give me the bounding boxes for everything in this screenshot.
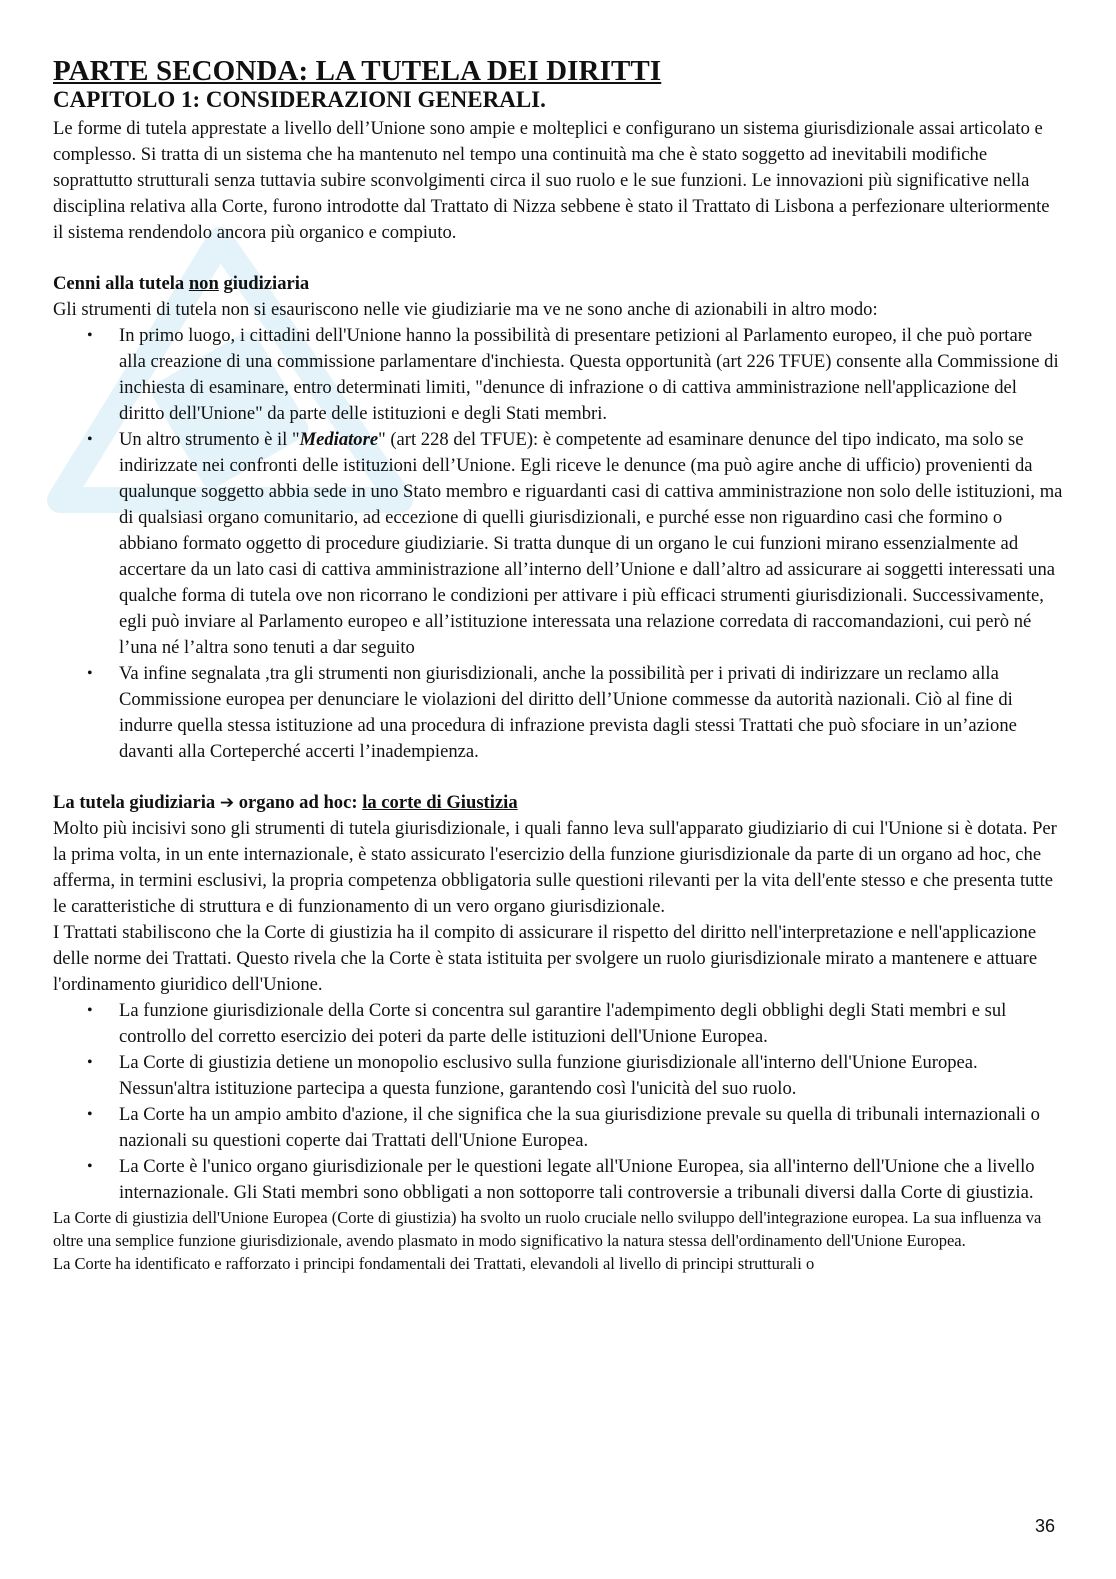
page-title: PARTE SECONDA: LA TUTELA DEI DIRITTI <box>53 55 662 87</box>
section-heading-non-giudiziaria: Cenni alla tutela non giudiziaria <box>53 273 310 294</box>
list-item: • La Corte ha un ampio ambito d'azione, il che significa che la sua giurisdizione prevale su quella di tribunali internazionali o nazionali su questioni coperte dai Trattati dell'Unione Europea. <box>53 1102 1063 1154</box>
chapter-title: CAPITOLO 1: CONSIDERAZIONI GENERALI. <box>53 87 546 112</box>
section2-paragraph-1: Molto più incisivi sono gli strumenti di tutela giurisdizionale, i quali fanno leva sull'apparato giudiziario di cui l'Unione si è dotata. Per la prima volta, in un ente internazionale, è stato assicurato l'esercizio della funzione giurisdizionale da parte di un organo ad hoc, che afferma, in termini esclusivi, la propria competenza obbligatoria sulle questioni rilevanti per la vita dell'ente stesso e che presenta tutte le caratteristiche di struttura e di funzionamento di un vero organo giurisdizionale. <box>53 818 1057 917</box>
section1-bullet-list <box>53 323 1063 765</box>
list-item: • La Corte di giustizia detiene un monopolio esclusivo sulla funzione giurisdizionale all'interno dell'Unione Europea. Nessun'altra istituzione partecipa a questa funzione, garantendo così l'unicità del suo ruolo. <box>53 1050 1063 1102</box>
document-page <box>53 56 1063 1275</box>
list-item: • La funzione giurisdizionale della Corte si concentra sul garantire l'adempimento degli obblighi degli Stati membri e sul controllo del corretto esercizio dei poteri da parte delle istituzioni dell'Unione Europea. <box>53 998 1063 1050</box>
intro-paragraph: Le forme di tutela apprestate a livello dell’Unione sono ampie e molteplici e configurano un sistema giurisdizionale assai articolato e complesso. Si tratta di un sistema che ha mantenuto nel tempo una continuità ma che è stato soggetto ad inevitabili modifiche soprattutto strutturali senza tuttavia subire sconvolgimenti circa il suo ruolo e le sue funzioni. Le innovazioni più significative nella disciplina relativa alla Corte, furono introdotte dal Trattato di Nizza sebbene è stato il Trattato di Lisbona a perfezionare ulteriormente il sistema rendendolo ancora più organico e compiuto. <box>53 118 1050 243</box>
list-item: • In primo luogo, i cittadini dell'Unione hanno la possibilità di presentare petizioni al Parlamento europeo, il che può portare alla creazione di una commissione parlamentare d'inchiesta. Questa opportunità (art 226 TFUE) consente alla Commissione di inchiesta di esaminare, entro determinati limiti, "denunce di infrazione o di cattiva amministrazione nell'applicazione del diritto dell'Unione" da parte delle istituzioni e degli Stati membri. <box>53 323 1063 427</box>
section2-paragraph-4: La Corte ha identificato e rafforzato i principi fondamentali dei Trattati, elevandoli al livello di principi strutturali o <box>53 1254 815 1273</box>
page-number: 36 <box>1034 1516 1055 1536</box>
section2-bullet-list <box>53 998 1063 1206</box>
list-item: • La Corte è l'unico organo giurisdizionale per le questioni legate all'Unione Europea, sia all'interno dell'Unione che a livello internazionale. Gli Stati membri sono obbligati a non sottoporre tali controversie a tribunali diversi dalla Corte di giustizia. <box>53 1154 1063 1206</box>
list-item: • Va infine segnalata ,tra gli strumenti non giurisdizionali, anche la possibilità per i privati di indirizzare un reclamo alla Commissione europea per denunciare le violazioni del diritto dell’Unione commesse da autorità nazionali. Ciò al fine di indurre quella stessa istituzione ad una procedura di infrazione prevista dagli stessi Trattati che può sfociare in un’azione davanti alla Corteperché accerti l’inadempienza. <box>53 661 1063 765</box>
section2-paragraph-3: La Corte di giustizia dell'Unione Europea (Corte di giustizia) ha svolto un ruolo cruciale nello sviluppo dell'integrazione europea. La sua influenza va oltre una semplice funzione giurisdizionale, avendo plasmato in modo significativo la natura stessa dell'ordinamento dell'Unione Europea. <box>53 1208 1042 1250</box>
section2-paragraph-2: I Trattati stabiliscono che la Corte di giustizia ha il compito di assicurare il rispetto del diritto nell'interpretazione e nell'applicazione delle norme dei Trattati. Questo rivela che la Corte è stata istituita per svolgere un ruolo giurisdizionale mirato a mantenere e attuare l'ordinamento giuridico dell'Unione. <box>53 922 1038 995</box>
section-heading-giudiziaria: La tutela giudiziaria ➔ organo ad hoc: la corte di Giustizia <box>53 792 518 813</box>
arrow-right-icon: ➔ <box>219 793 235 813</box>
section1-lead: Gli strumenti di tutela non si esauriscono nelle vie giudiziarie ma ve ne sono anche di azionabili in altro modo: <box>53 299 878 320</box>
list-item: • Un altro strumento è il "Mediatore" (art 228 del TFUE): è competente ad esaminare denunce del tipo indicato, ma solo se indirizzate nei confronti delle istituzioni dell’Unione. Egli riceve le denunce (ma può agire anche di ufficio) provenienti da qualunque soggetto abbia sede in uno Stato membro e riguardanti casi di cattiva amministrazione non solo delle istituzioni, ma di qualsiasi organo comunitario, ad eccezione di quelli giurisdizionali, e purché esse non riguardino casi che formino o abbiano formato oggetto di procedure giudiziarie. Si tratta dunque di un organo le cui funzioni mirano essenzialmente ad accertare da un lato casi di cattiva amministrazione all’interno dell’Unione e dall’altro ad assicurare ai soggetti interessati una qualche forma di tutela ove non ricorrano le condizioni per attivare i più efficaci strumenti giurisdizionali. Successivamente, egli può inviare al Parlamento europeo e all’istituzione interessata una relazione corredata di raccomandazioni, cui però né l’una né l’altra sono tenuti a dar seguito <box>53 427 1063 661</box>
